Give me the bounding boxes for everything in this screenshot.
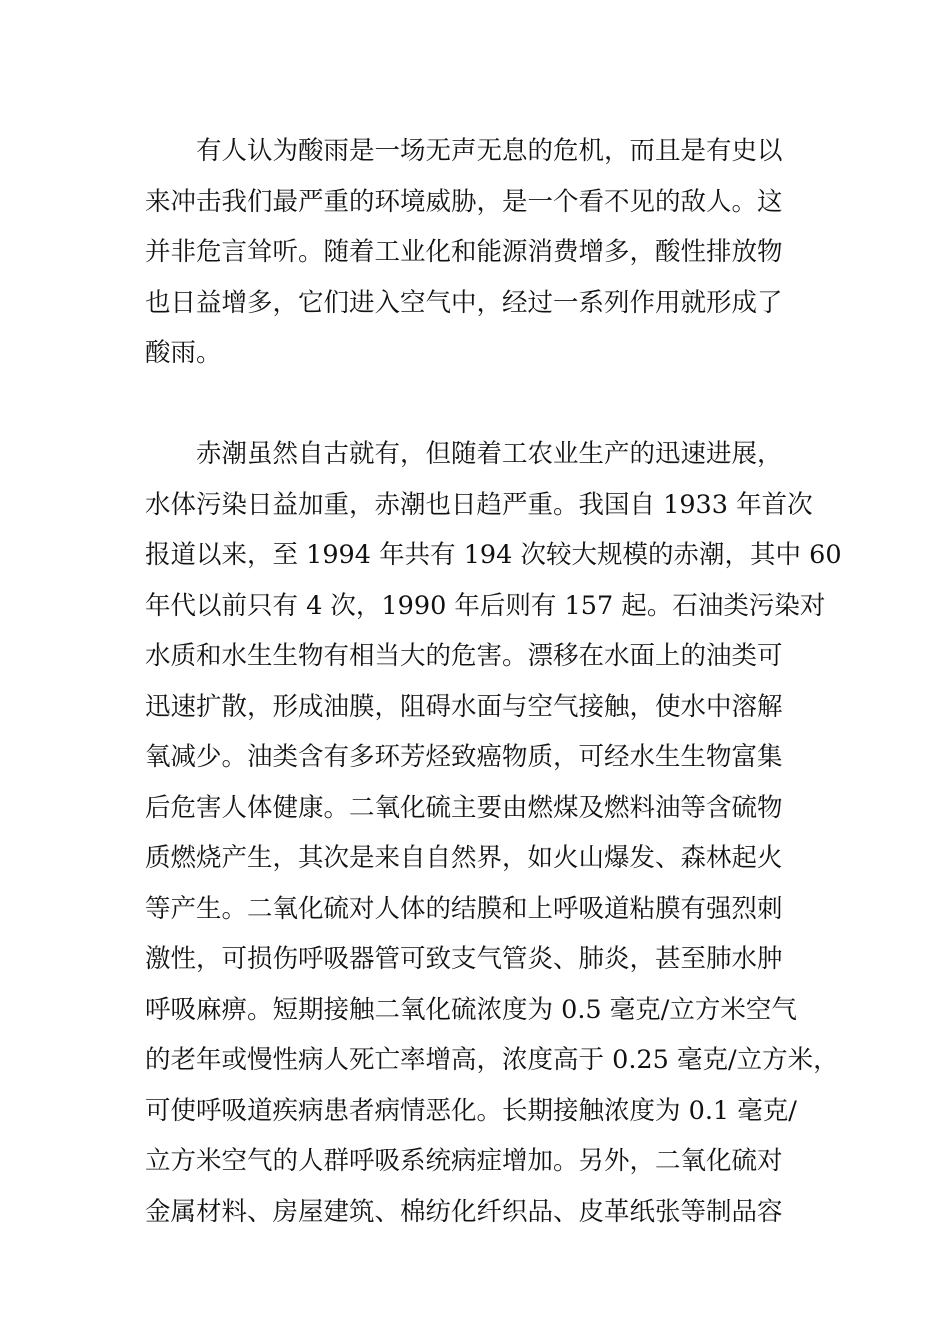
paragraph-line: 质燃烧产生，其次是来自自然界，如火山爆发、森林起火 <box>145 843 783 873</box>
paragraph-line: 氧减少。油类含有多环芳烃致癌物质，可经水生生物富集 <box>145 742 783 772</box>
paragraph-acid-rain <box>145 126 805 379</box>
paragraph-line: 也日益增多，它们进入空气中，经过一系列作用就形成了 <box>145 287 783 318</box>
paragraph-line: 的老年或慢性病人死亡率增高，浓度高于 0.25 毫克/立方米， <box>145 1045 839 1075</box>
paragraph-line: 有人认为酸雨是一场无声无息的危机，而且是有史以 <box>196 136 783 166</box>
paragraph-line: 等产生。二氧化硫对人体的结膜和上呼吸道粘膜有强烈刺 <box>145 893 783 924</box>
paragraph-line: 可使呼吸道疾病患者病情恶化。长期接触浓度为 0.1 毫克/ <box>145 1095 797 1126</box>
paragraph-line: 水质和水生生物有相当大的危害。漂移在水面上的油类可 <box>145 641 783 671</box>
paragraph-line: 迅速扩散，形成油膜，阻碍水面与空气接触，使水中溶解 <box>145 691 783 722</box>
paragraph-line: 酸雨。 <box>145 338 222 368</box>
paragraph-line: 来冲击我们最严重的环境威胁，是一个看不见的敌人。这 <box>145 186 783 217</box>
paragraph-line: 金属材料、房屋建筑、棉纺化纤织品、皮革纸张等制品容 <box>145 1196 783 1227</box>
paragraph-line: 后危害人体健康。二氧化硫主要由燃煤及燃料油等含硫物 <box>145 792 783 823</box>
paragraph-line: 年代以前只有 4 次，1990 年后则有 157 起。石油类污染对 <box>145 590 826 621</box>
paragraph-red-tide <box>145 429 842 1237</box>
paragraph-line: 立方米空气的人群呼吸系统病症增加。另外，二氧化硫对 <box>145 1146 783 1176</box>
paragraph-line: 激性，可损伤呼吸器管可致支气管炎、肺炎，甚至肺水肿 <box>145 944 783 974</box>
paragraph-line: 赤潮虽然自古就有，但随着工农业生产的迅速进展， <box>196 439 783 469</box>
paragraph-line: 并非危言耸听。随着工业化和能源消费增多，酸性排放物 <box>145 237 783 267</box>
paragraph-line: 水体污染日益加重，赤潮也日趋严重。我国自 1933 年首次 <box>145 489 813 520</box>
paragraph-line: 报道以来，至 1994 年共有 194 次较大规模的赤潮，其中 60 <box>145 540 842 570</box>
paragraph-line: 呼吸麻痹。短期接触二氧化硫浓度为 0.5 毫克/立方米空气 <box>145 994 797 1025</box>
